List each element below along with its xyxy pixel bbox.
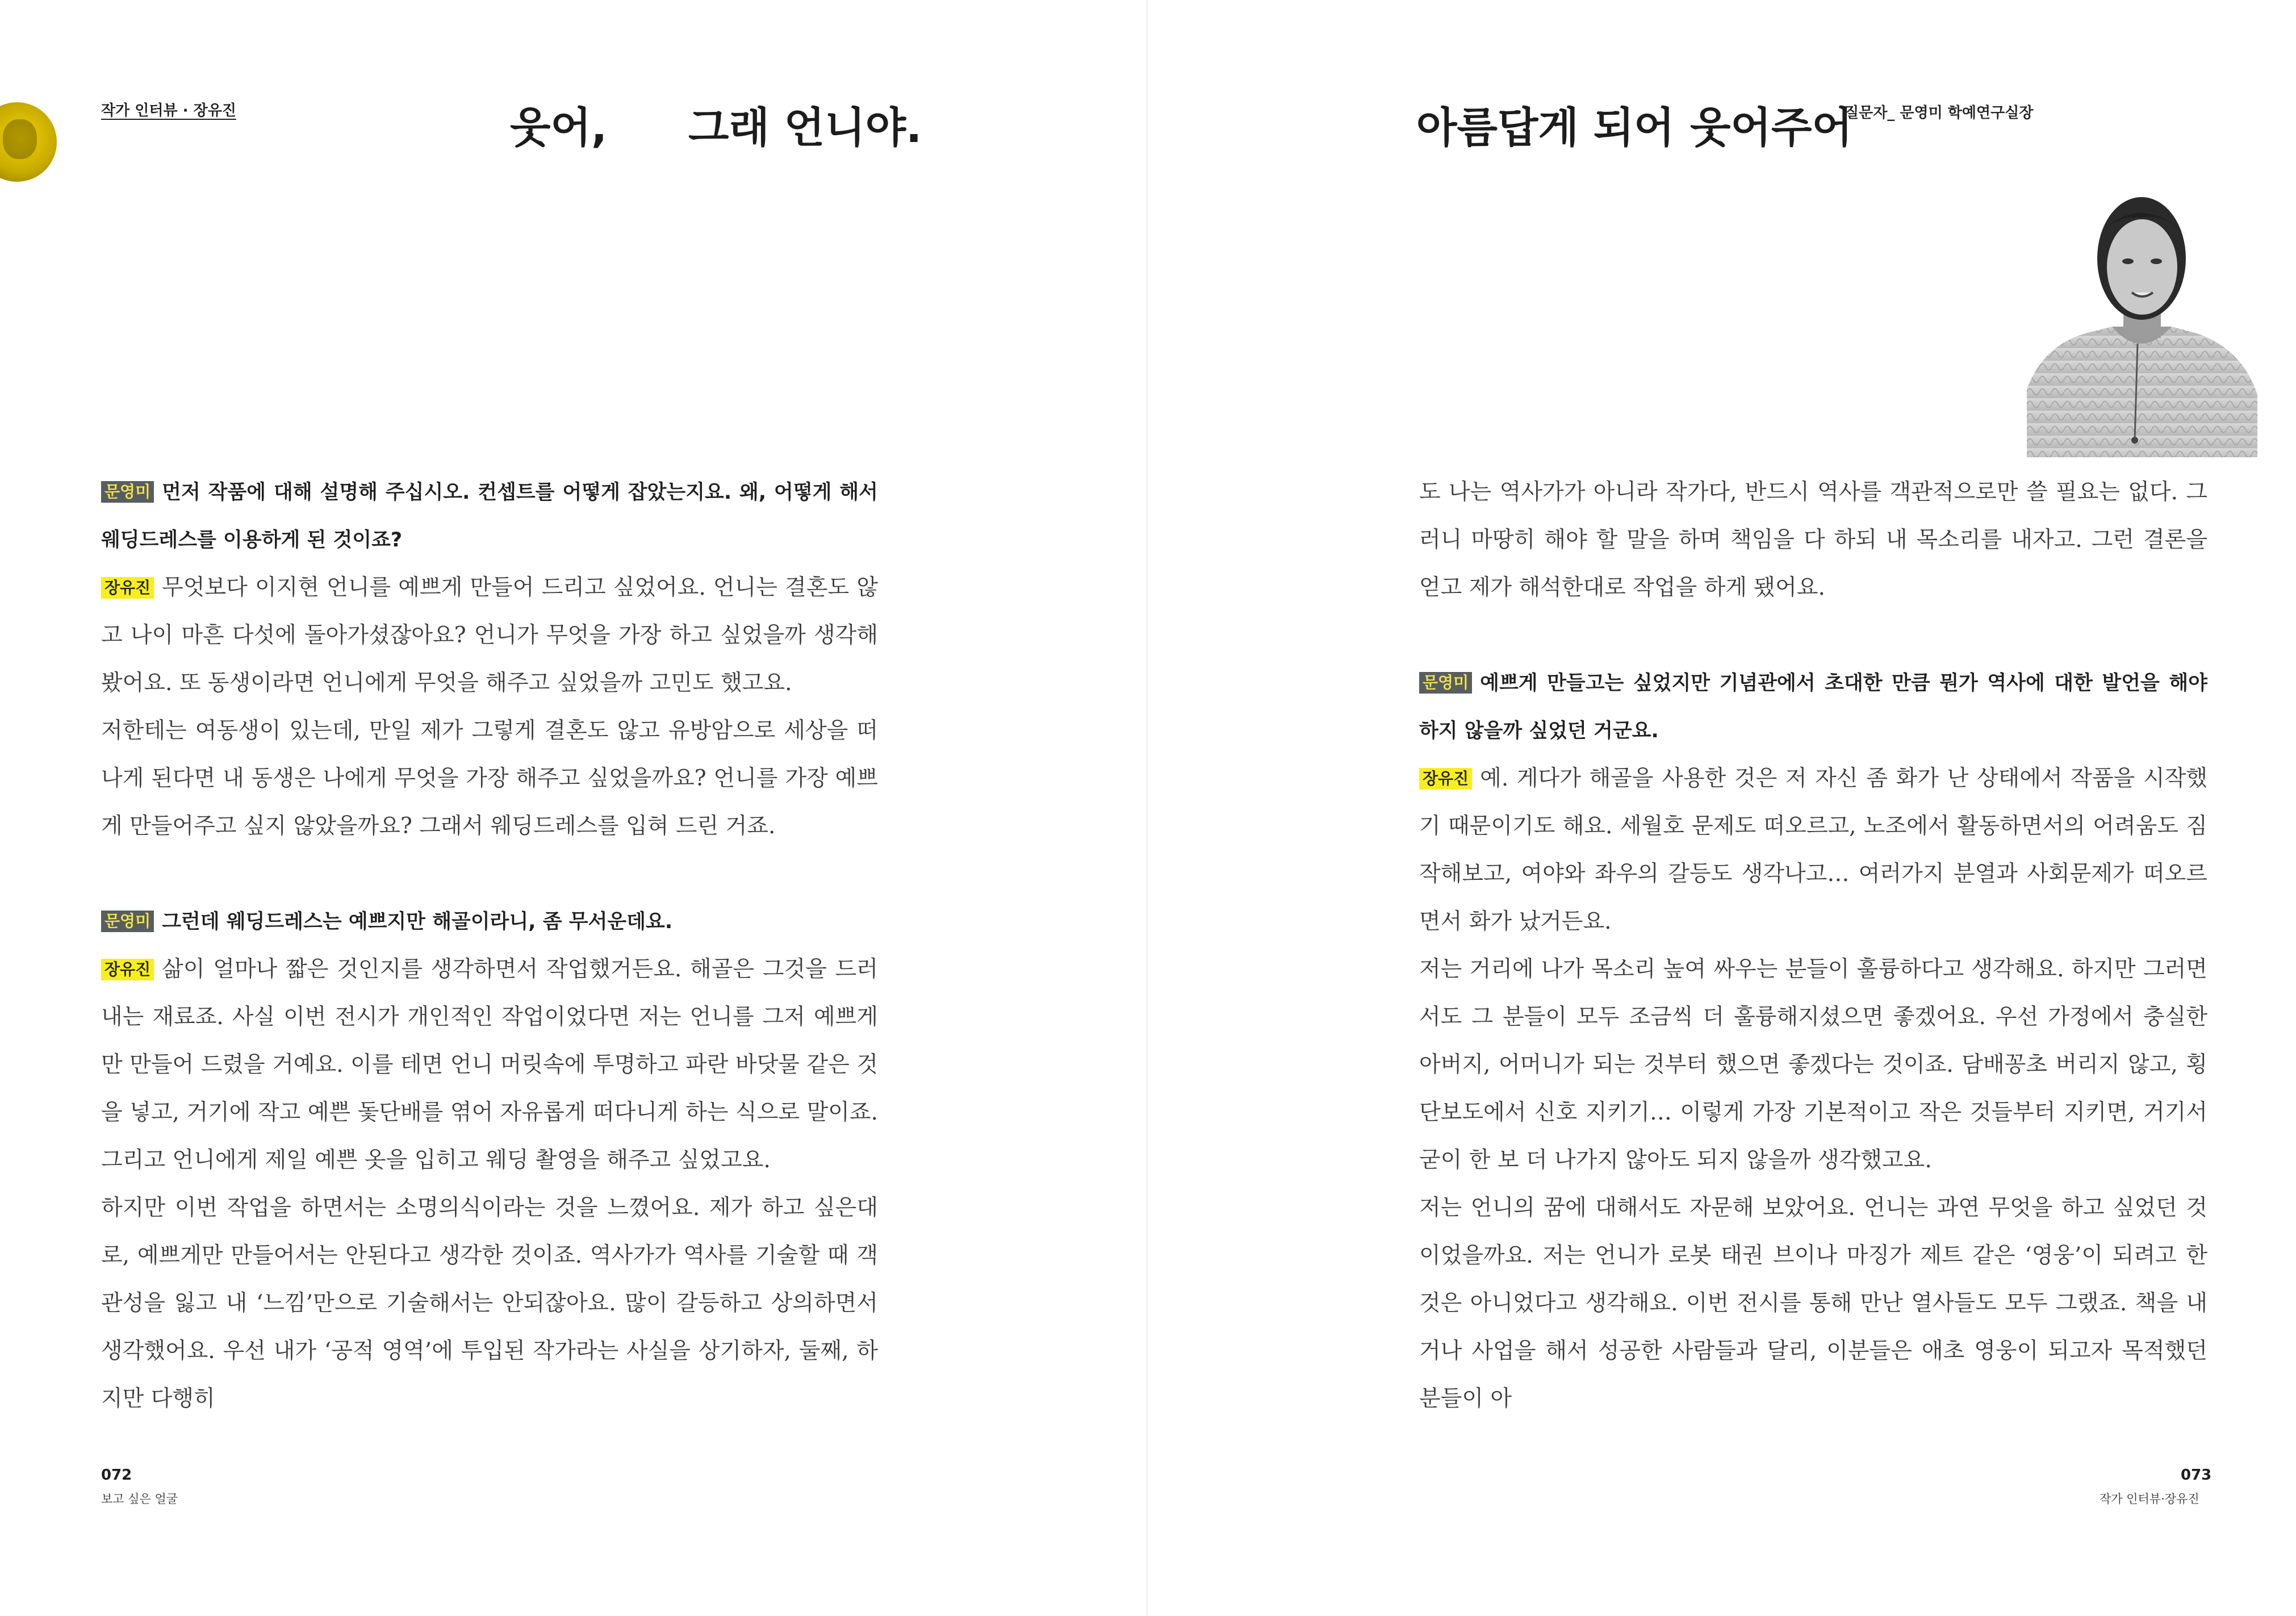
paragraph-text: 저한테는 여동생이 있는데, 만일 제가 그렇게 결혼도 않고 유방암으로 세상을 떠나게 된다면 내 동생은 나에게 무엇을 가장 해주고 싶었을까요? 언니를 가장 예쁘게 만들어주고 싶지 않았을까요? 그래서 웨딩드레스를 입혀 드린 거죠. xyxy=(101,718,878,839)
artist-tag: 장유진 xyxy=(1419,768,1472,790)
interview-question xyxy=(101,469,878,564)
page-number-right: 073 xyxy=(2181,1467,2212,1484)
body-paragraph xyxy=(1419,1184,2207,1423)
title-part-4: 웃어주어 xyxy=(1690,103,1852,152)
title-part-1: 웃어, xyxy=(510,103,608,152)
page-footer-left: 보고 싶은 얼굴 xyxy=(101,1492,178,1506)
title-part-3: 아름답게 되어 xyxy=(1416,103,1675,152)
body-paragraph xyxy=(1419,946,2207,1184)
interviewer-credit: 질문자_ 문영미 학예연구실장 xyxy=(1845,105,2034,122)
paragraph-text: 먼저 작품에 대해 설명해 주십시오. 컨셉트를 어떻게 잡았는지요. 왜, 어떻게 해서 웨딩드레스를 이용하게 된 것이죠? xyxy=(101,481,878,552)
interview-question xyxy=(101,898,878,946)
artist-thumbnail-circle xyxy=(0,102,57,182)
body-paragraph xyxy=(1419,469,2207,612)
interviewer-tag: 문영미 xyxy=(1419,672,1472,694)
section-label: 작가 인터뷰 · 장유진 xyxy=(101,102,236,119)
paragraph-text: 예. 게다가 해골을 사용한 것은 저 자신 좀 화가 난 상태에서 작품을 시작했기 때문이기도 해요. 세월호 문제도 떠오르고, 노조에서 활동하면서의 어려움도 짐작해보고, 여야와 좌우의 갈등도 생각나고… 여러가지 분열과 사회문제가 떠오르면서 화가 났거든요. xyxy=(1419,766,2207,934)
paragraph-text: 저는 거리에 나가 목소리 높여 싸우는 분들이 훌륭하다고 생각해요. 하지만 그러면서도 그 분들이 모두 조금씩 더 훌륭해지셨으면 좋겠어요. 우선 가정에서 충실한 아버지, 어머니가 되는 것부터 했으면 좋겠다는 것이죠. 담배꽁초 버리지 않고, 횡단보도에서 신호 지키기… 이렇게 가장 기본적이고 작은 것들부터 지키면, 거기서 굳이 한 보 더 나가지 않아도 되지 않을까 생각했고요. xyxy=(1419,957,2207,1173)
paragraph-text: 그런데 웨딩드레스는 예쁘지만 해골이라니, 좀 무서운데요. xyxy=(162,911,673,933)
interview-answer xyxy=(101,946,878,1184)
body-paragraph xyxy=(101,1184,878,1423)
interviewer-tag: 문영미 xyxy=(101,481,154,503)
body-paragraph xyxy=(101,707,878,850)
paragraph-text: 도 나는 역사가가 아니라 작가다, 반드시 역사를 객관적으로만 쓸 필요는 없다. 그러니 마땅히 해야 할 말을 하며 책임을 다 하되 내 목소리를 내자고. 그런 결론을 얻고 제가 해석한대로 작업을 하게 됐어요. xyxy=(1419,479,2207,600)
paragraph-text: 무엇보다 이지현 언니를 예쁘게 만들어 드리고 싶었어요. 언니는 결혼도 않고 나이 마흔 다섯에 돌아가셨잖아요? 언니가 무엇을 가장 하고 싶었을까 생각해봤어요. 또 동생이라면 언니에게 무엇을 해주고 싶었을까 고민도 했고요. xyxy=(101,575,878,696)
interview-answer xyxy=(1419,755,2207,946)
interview-question xyxy=(1419,659,2207,755)
paragraph-gap xyxy=(101,850,878,898)
right-text-column xyxy=(1419,469,2207,1423)
paragraph-gap xyxy=(1419,612,2207,659)
left-text-column xyxy=(101,469,878,1423)
artist-portrait-photo xyxy=(2027,173,2257,457)
page-footer-right: 작가 인터뷰·장유진 xyxy=(2100,1492,2199,1506)
paragraph-text: 하지만 이번 작업을 하면서는 소명의식이라는 것을 느꼈어요. 제가 하고 싶은대로, 예쁘게만 만들어서는 안된다고 생각한 것이죠. 역사가가 역사를 기술할 때 객관성을 잃고 내 ‘느낌’만으로 기술해서는 안되잖아요. 많이 갈등하고 상의하면서 생각했어요. 우선 내가 ‘공적 영역’에 투입된 작가라는 사실을 상기하자, 둘째, 하지만 다행히 xyxy=(101,1195,878,1412)
paragraph-text: 예쁘게 만들고는 싶었지만 기념관에서 초대한 만큼 뭔가 역사에 대한 발언을 해야 하지 않을까 싶었던 거군요. xyxy=(1419,672,2207,742)
interview-answer xyxy=(101,564,878,707)
title-part-2: 그래 언니야. xyxy=(688,103,922,152)
artist-tag: 장유진 xyxy=(101,577,154,599)
page-number-left: 072 xyxy=(101,1467,132,1484)
right-page xyxy=(1148,0,2296,1616)
artist-tag: 장유진 xyxy=(101,959,154,980)
interviewer-tag: 문영미 xyxy=(101,911,154,932)
paragraph-text: 삶이 얼마나 짧은 것인지를 생각하면서 작업했거든요. 해골은 그것을 드러내는 재료죠. 사실 이번 전시가 개인적인 작업이었다면 저는 언니를 그저 예쁘게만 만들어 드렸을 거예요. 이를 테면 언니 머릿속에 투명하고 파란 바닷물 같은 것을 넣고, 거기에 작고 예쁜 돛단배를 엮어 자유롭게 떠다니게 하는 식으로 말이죠. 그리고 언니에게 제일 예쁜 옷을 입히고 웨딩 촬영을 해주고 싶었고요. xyxy=(101,957,878,1173)
paragraph-text: 저는 언니의 꿈에 대해서도 자문해 보았어요. 언니는 과연 무엇을 하고 싶었던 것이었을까요. 저는 언니가 로봇 태권 브이나 마징가 제트 같은 ‘영웅’이 되려고 한 것은 아니었다고 생각해요. 이번 전시를 통해 만난 열사들도 모두 그랬죠. 책을 내거나 사업을 해서 성공한 사람들과 달리, 이분들은 애초 영웅이 되고자 목적했던 분들이 아 xyxy=(1419,1195,2207,1412)
